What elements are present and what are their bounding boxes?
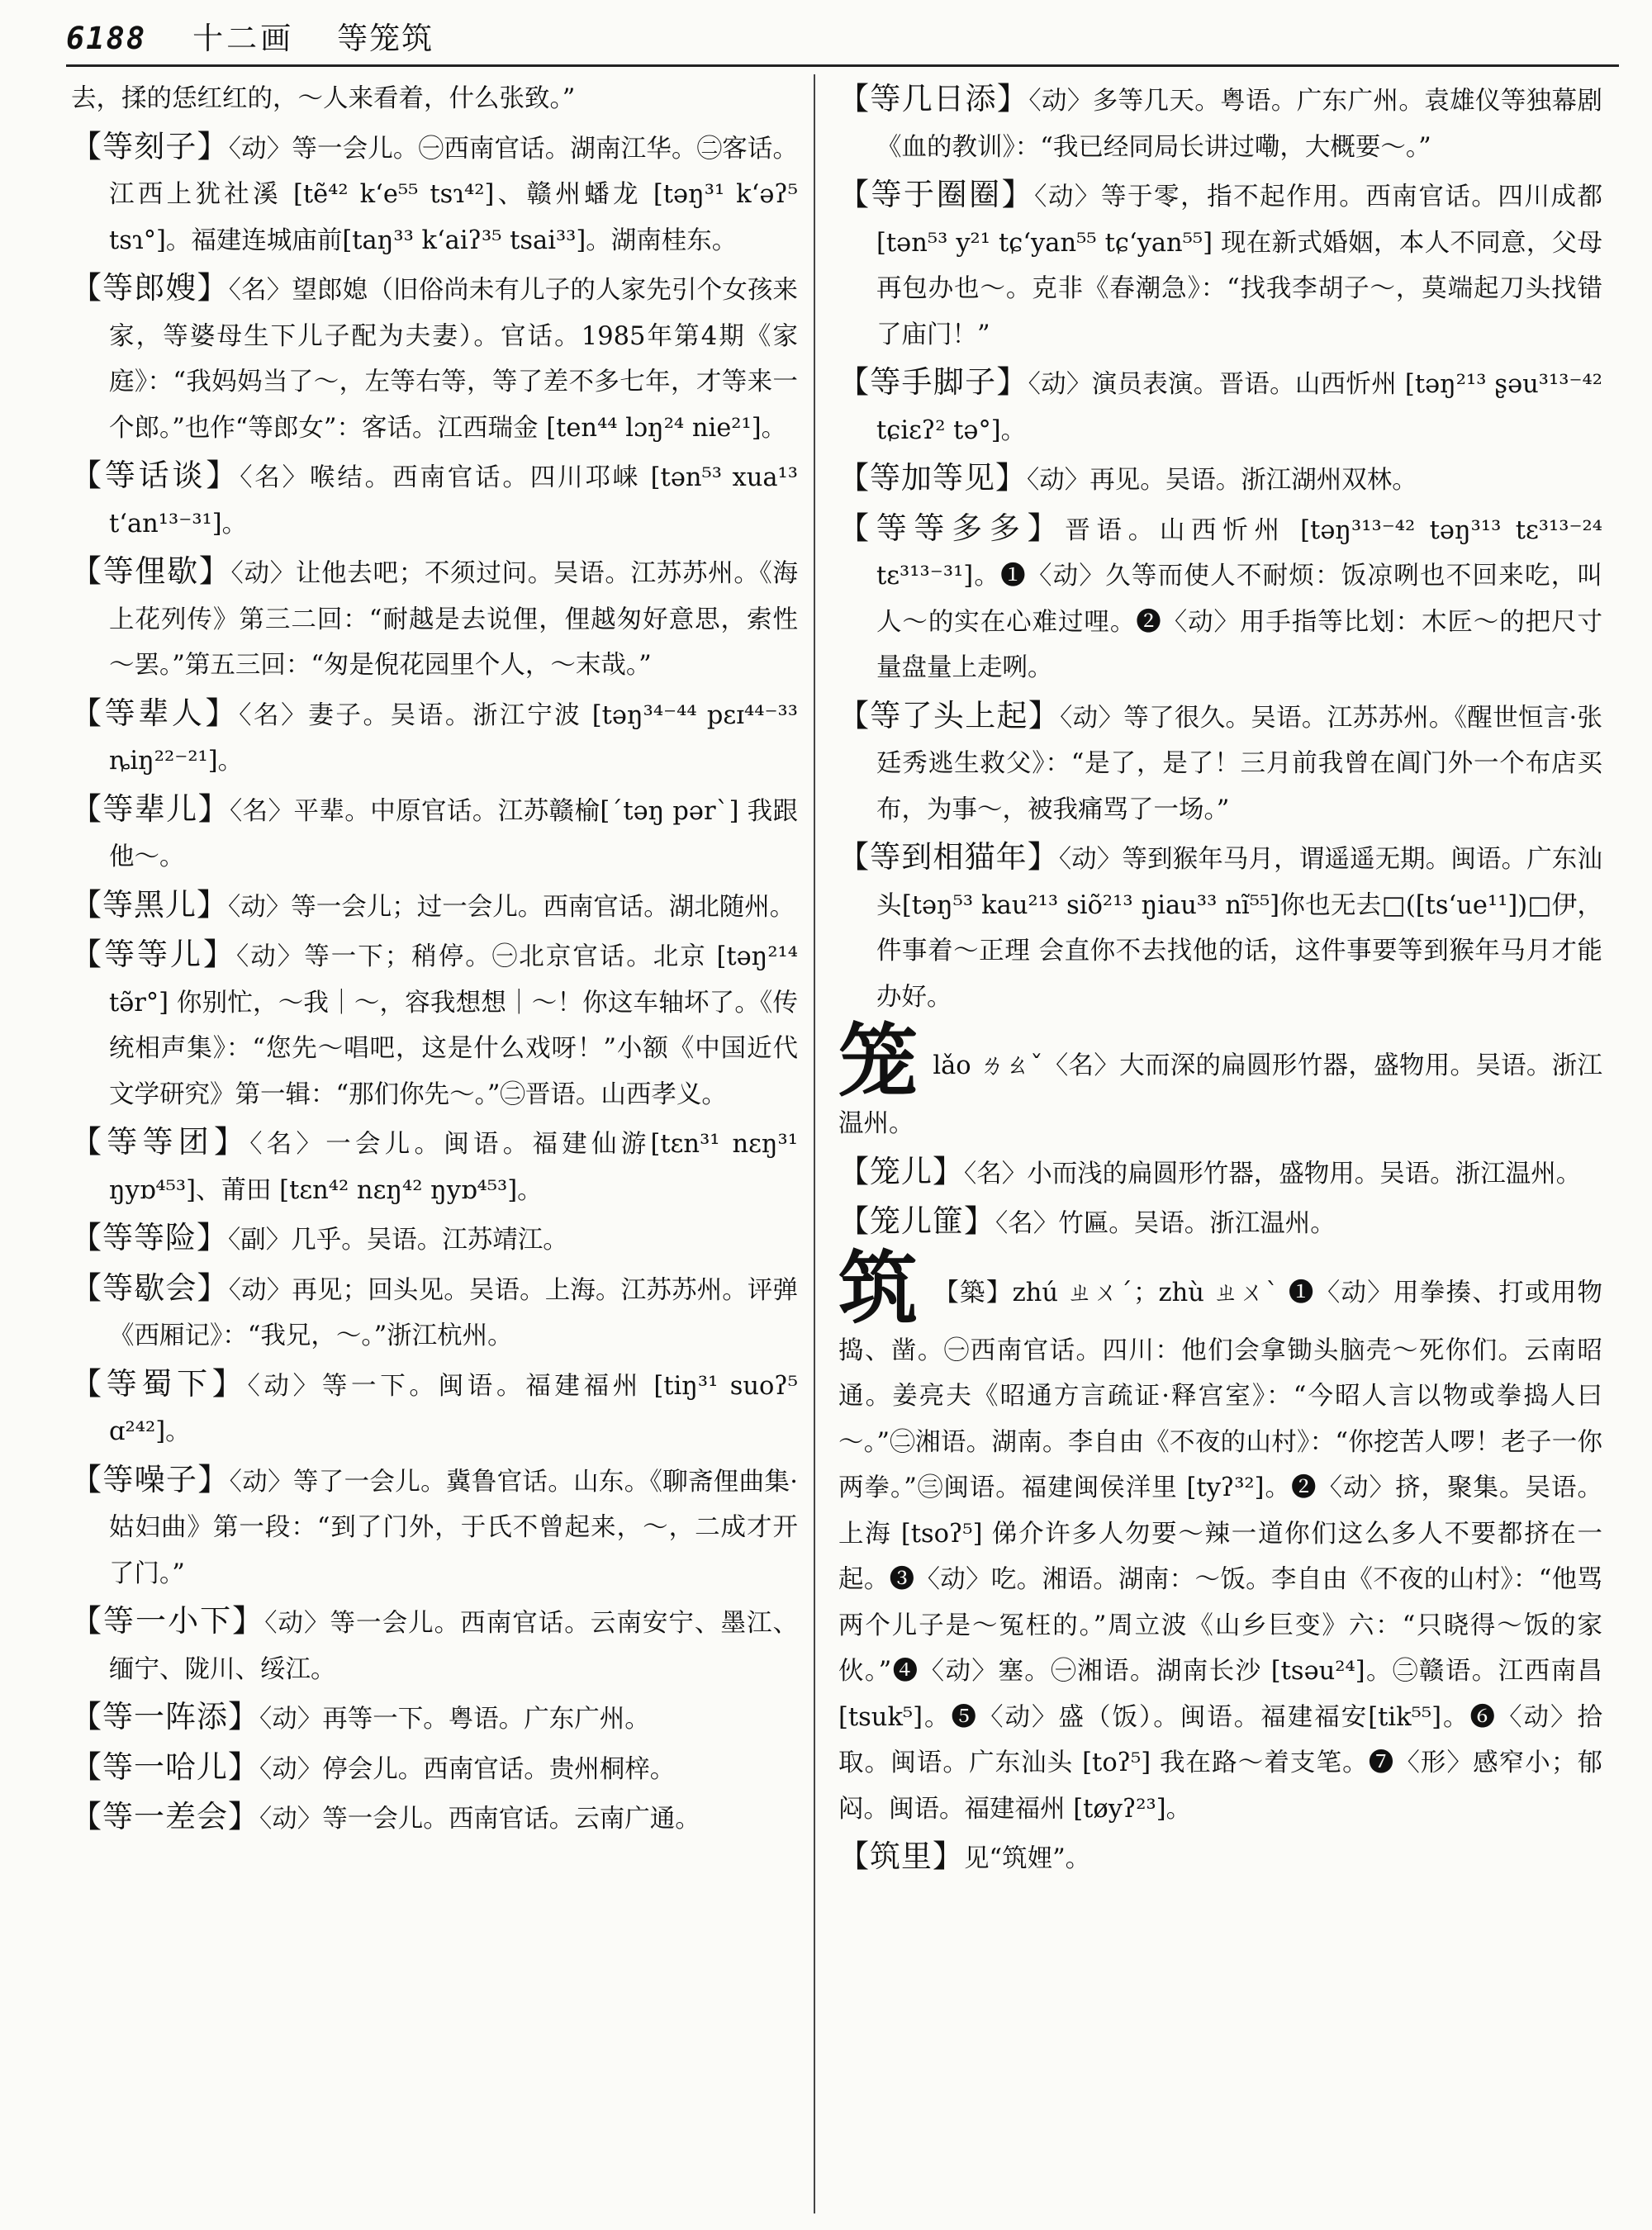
dictionary-entry — [71, 548, 798, 689]
entry-text: 〈副〉几乎。吴语。江苏靖江。 — [228, 1226, 568, 1255]
headword: 【等郎嫂】 — [71, 270, 229, 306]
headword: 【等刻子】 — [71, 128, 229, 164]
entry-text: 〈动〉等了一会儿。冀鲁官话。山东。《聊斋俚曲集·姑妇曲》第一段：“到了门外，于氏不曾起来，～，二成才开了门。” — [109, 1467, 799, 1588]
entry-text: 〈名〉望郎媳（旧俗尚未有儿子的人家先引个女孩来家，等婆母生下儿子配为夫妻）。官话。1985年第4期《家庭》：“我妈妈当了～，左等右等，等了差不多七年，才等来一个郎。”也作“等郎女”：客话。江西瑞金 [ten⁴⁴ lɔŋ²⁴ nie²¹]。 — [109, 276, 799, 443]
dictionary-entry — [838, 172, 1602, 358]
entry-text: 〈动〉停会儿。西南官话。贵州桐梓。 — [259, 1754, 676, 1784]
entry-text: 〈动〉再等一下。粤语。广东广州。 — [259, 1705, 650, 1734]
dictionary-entry — [71, 1598, 798, 1692]
right-column — [838, 76, 1602, 1884]
entry-text: 〈名〉喉结。西南官话。四川邛崃 [tən⁵³ xua¹³ t‘an¹³⁻³¹]。 — [109, 463, 798, 539]
headword: 【等歇会】 — [71, 1269, 229, 1306]
left-column — [71, 76, 798, 1844]
headword: 【等等儿】 — [71, 937, 237, 972]
dictionary-entry — [838, 834, 1602, 1020]
dictionary-entry — [71, 1794, 798, 1843]
dictionary-entry — [838, 1149, 1602, 1198]
headword: 【等辈人】 — [71, 695, 240, 731]
dictionary-entry — [71, 1457, 798, 1597]
headword: 【等等团】 — [71, 1124, 250, 1160]
headword: 【等一小下】 — [71, 1603, 265, 1639]
column-divider — [814, 74, 815, 2213]
entry-text: lǎo ㄌㄠˇ〈名〉大而深的扁圆形竹器，盛物用。吴语。浙江温州。 — [838, 1051, 1603, 1138]
dictionary-entry — [71, 786, 798, 880]
stroke-count: 十二画 — [192, 21, 295, 56]
entry-text: 〈动〉等到猴年马月，谓遥遥无期。闽语。广东汕头[təŋ⁵³ kau²¹³ siõ²¹³ ŋiau³³ nĩ⁵⁵]你也无去□([ts‘ue¹¹])□伊，件事着～正理 会直你不去找他的话，这件事要等到猴年马月才能办好。 — [876, 845, 1602, 1012]
entry-text: 晋语。山西忻州 [təŋ³¹³⁻⁴² təŋ³¹³ tɛ³¹³⁻²⁴ tɛ³¹³⁻³¹]。❶〈动〉久等而使人不耐烦：饭凉咧也不回来吃，叫人～的实在心难过哩。❷〈动〉用手指等比划：木匠～的把尺寸量盘量上走咧。 — [876, 515, 1602, 682]
entry-text: 〈动〉演员表演。晋语。山西忻州 [təŋ²¹³ ʂəu³¹³⁻⁴² tɕiɛʔ² tə°]。 — [876, 370, 1603, 445]
header-rule — [66, 64, 1619, 67]
headword: 【等于圈圈】 — [838, 177, 1035, 212]
dictionary-entry — [71, 1119, 798, 1213]
dictionary-entry — [838, 505, 1602, 691]
entry-text: 〈动〉等一会儿。西南官话。云南广通。 — [259, 1805, 700, 1834]
entry-text: 〈名〉平辈。中原官话。江苏赣榆[ˊtəŋ pərˋ] 我跟他～。 — [109, 796, 798, 871]
headword: 【等话谈】 — [71, 458, 240, 493]
headword: 【等蜀下】 — [71, 1365, 248, 1402]
entry-text: 〈动〉多等几天。粤语。广东广州。袁雄仪等独幕剧《血的教训》：“我已经同局长讲过嘞，大概要～。” — [876, 87, 1603, 162]
headword: 【等加等见】 — [838, 460, 1027, 496]
dictionary-entry — [71, 932, 798, 1117]
headword: 【笼儿篚】 — [838, 1203, 995, 1239]
entry-text: 〈名〉妻子。吴语。浙江宁波 [təŋ³⁴⁻⁴⁴ pɛɪ⁴⁴⁻³³ ȵiŋ²²⁻²¹]。 — [109, 700, 798, 776]
entry-text: 〈名〉竹匾。吴语。浙江温州。 — [995, 1209, 1336, 1238]
head-character: 笼 — [838, 1014, 919, 1108]
entry-text: 〈动〉等于零，指不起作用。西南官话。四川成都 [tən⁵³ y²¹ tɕ‘yan⁵⁵ tɕ‘yan⁵⁵] 现在新式婚姻，本人不同意，父母再包办也～。克非《春潮急》：“找我李胡子～，莫端起刀头找错了庙门！” — [876, 183, 1603, 349]
header-characters: 等笼筑 — [337, 21, 434, 56]
headword: 【等一阵添】 — [71, 1699, 259, 1734]
headword: 【等一差会】 — [71, 1799, 259, 1834]
headword: 【等噪子】 — [71, 1461, 230, 1497]
headword: 【等了头上起】 — [838, 697, 1061, 733]
headword: 【笼儿】 — [838, 1153, 964, 1189]
dictionary-entry — [71, 453, 798, 547]
dictionary-entry — [71, 1744, 798, 1793]
entry-text: 〈动〉等一会儿；过一会儿。西南官话。湖北随州。 — [228, 892, 795, 922]
head-character-entry — [838, 1014, 1603, 1147]
headword: 【等俚歇】 — [71, 553, 231, 589]
entry-continuation — [71, 76, 798, 122]
entry-text: 〈动〉再见；回头见。吴语。上海。江苏苏州。评弹《西厢记》：“我兄，～。”浙江杭州。 — [109, 1275, 799, 1350]
dictionary-entry — [71, 124, 798, 264]
head-character-entry — [838, 1241, 1603, 1833]
dictionary-entry — [71, 882, 798, 931]
entry-text: 〈动〉等一会儿。西南官话。云南安宁、墨江、缅宁、陇川、绥江。 — [109, 1609, 799, 1684]
entry-text: 〈名〉小而浅的扁圆形竹器，盛物用。吴语。浙江温州。 — [964, 1159, 1582, 1189]
headword: 【等等多多】 — [838, 510, 1066, 546]
dictionary-entry — [71, 1265, 798, 1359]
entry-text: 见“筑娌”。 — [964, 1844, 1091, 1873]
dictionary-entry — [71, 1694, 798, 1743]
head-character: 筑 — [838, 1241, 919, 1335]
headword: 【等辈儿】 — [71, 790, 230, 827]
dictionary-entry — [838, 1198, 1602, 1247]
entry-text: 〈动〉让他去吧；不须过问。吴语。江苏苏州。《海上花列传》第三二回：“耐越是去说俚，俚越匆好意思，索性～罢。”第五三回：“匆是倪花园里个人，～末哉。” — [109, 559, 799, 680]
dictionary-entry — [838, 455, 1602, 504]
headword: 【等等险】 — [71, 1220, 228, 1255]
headword: 【等黑儿】 — [71, 886, 228, 923]
entry-text: 【築】zhú ㄓㄨˊ；zhù ㄓㄨˋ ❶〈动〉用拳揍、打或用物捣、凿。㊀西南官话。四川：他们会拿锄头脑壳～死你们。云南昭通。姜亮夫《昭通方言疏证·释宫室》：“今昭人言以物或拳捣人曰～。”㊁湘语。湖南。李自由《不夜的山村》：“你挖苦人啰！老子一你两拳。”㊂闽语。福建闽侯洋里 [tyʔ³²]。❷〈动〉挤，聚集。吴语。上海 [tsoʔ⁵] 俤介许多人勿要～辣一道你们这么多人不要都挤在一起。❸〈动〉吃。湘语。湖南：～饭。李自由《不夜的山村》：“他骂两个儿子是～冤枉的。”周立波《山乡巨变》六：“只晓得～饭的家伙。”❹〈动〉塞。㊀湘语。湖南长沙 [tsəu²⁴]。㊁赣语。江西南昌 [tsuk⁵]。❺〈动〉盛（饭）。闽语。福建福安[tik⁵⁵]。❻〈动〉拾取。闽语。广东汕头 [toʔ⁵] 我在路～着支笔。❼〈形〉感窄小；郁闷。闽语。福建福州 [tøyʔ²³]。 — [838, 1278, 1603, 1824]
dictionary-entry — [838, 1834, 1602, 1882]
entry-text: 〈动〉再见。吴语。浙江湖州双林。 — [1027, 466, 1417, 495]
entry-text: 〈动〉等一下。闽语。福建福州 [tiŋ³¹ suoʔ⁵ ɑ²⁴²]。 — [109, 1371, 798, 1446]
dictionary-entry — [838, 359, 1602, 453]
entry-text: 〈动〉等一下；稍停。㊀北京官话。北京 [təŋ²¹⁴ tə̃r°] 你别忙，～我｜～，容我想想｜～！你这车轴坏了。《传统相声集》：“您先～唱吧，这是什么戏呀！”小额《中国近代文学研究》第一辑：“那们你先～。”㊁晋语。山西孝义。 — [109, 942, 799, 1109]
dictionary-entry — [838, 693, 1602, 833]
page-header — [66, 18, 434, 59]
entry-text: 〈名〉一会儿。闽语。福建仙游[tɛn³¹ nɛŋ³¹ ŋyɒ⁴⁵³]、莆田 [tɛn⁴² nɛŋ⁴² ŋyɒ⁴⁵³]。 — [109, 1130, 799, 1205]
headword: 【等手脚子】 — [838, 364, 1028, 400]
dictionary-entry — [71, 1215, 798, 1264]
dictionary-entry — [71, 265, 798, 451]
headword: 【等几日添】 — [838, 81, 1029, 116]
dictionary-entry — [71, 1361, 798, 1455]
headword: 【筑里】 — [838, 1839, 964, 1874]
headword: 【等一哈儿】 — [71, 1748, 259, 1785]
dictionary-entry — [71, 690, 798, 785]
dictionary-entry — [838, 76, 1602, 170]
page-number: 6188 — [66, 21, 147, 56]
entry-text: 〈动〉等了很久。吴语。江苏苏州。《醒世恒言·张廷秀逃生救父》：“是了，是了！三月前我曾在阊门外一个布店买布，为事～，被我痛骂了一场。” — [876, 703, 1602, 824]
headword: 【等到相猫年】 — [838, 839, 1059, 875]
entry-text: 〈动〉等一会儿。㊀西南官话。湖南江华。㊁客话。江西上犹社溪 [tẽ⁴² k‘e⁵⁵ tsɿ⁴²]、赣州蟠龙 [təŋ³¹ k‘əʔ⁵ tsɿ°]。福建连城庙前[taŋ³³ k‘aiʔ³⁵ tsai³³]。湖南桂东。 — [109, 134, 799, 255]
entry-text: 去，揉的恁红红的，～人来看着，什么张致。” — [71, 84, 576, 113]
